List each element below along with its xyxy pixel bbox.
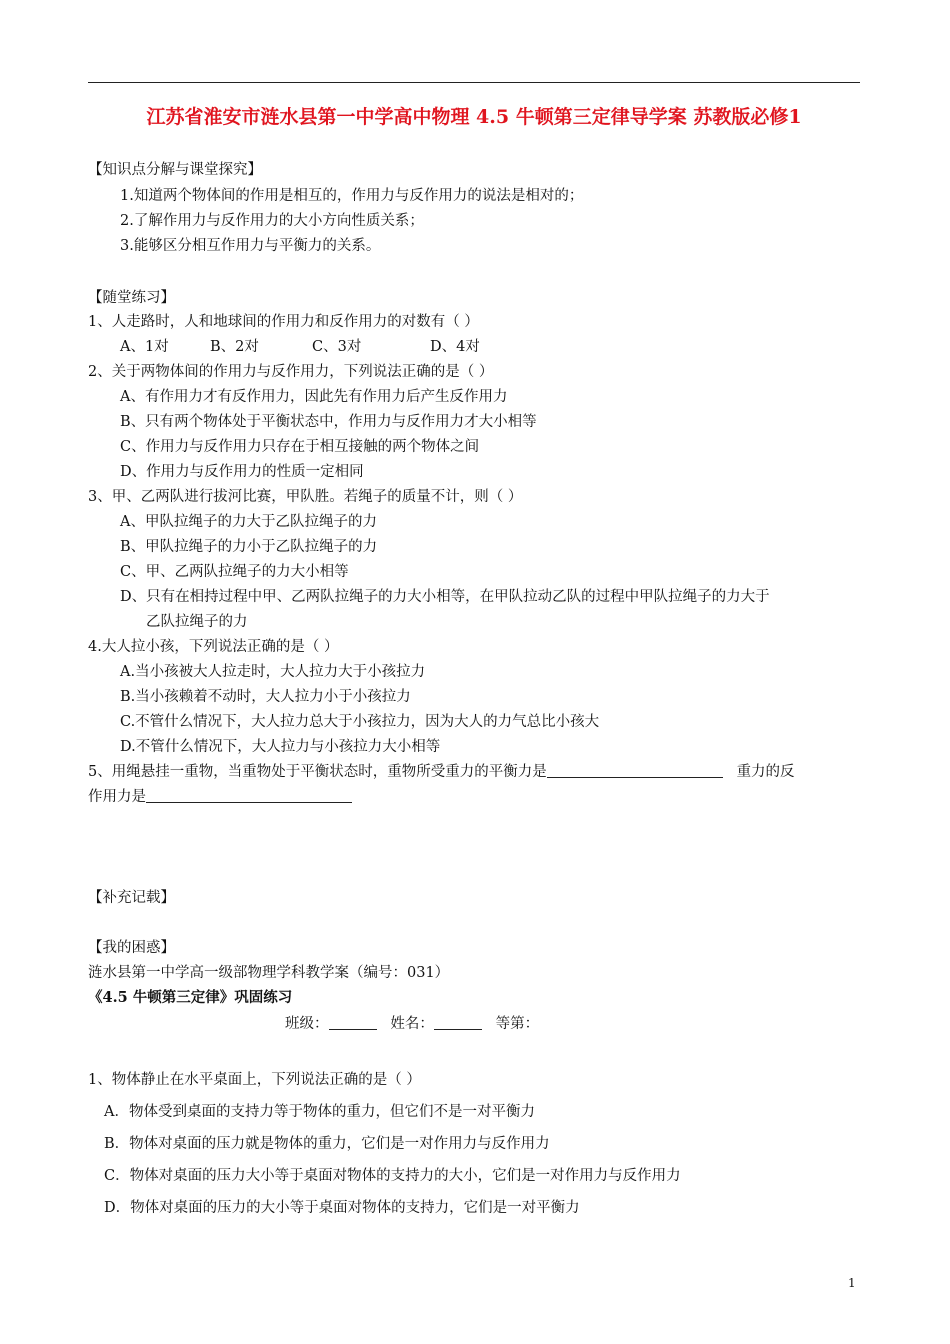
knowledge-item: 3.能够区分相互作用力与平衡力的关系。 xyxy=(120,238,381,254)
question-1-stem: 1、人走路时，人和地球间的作用力和反作用力的对数有（ ） xyxy=(88,314,479,330)
knowledge-item: 1.知道两个物体间的作用是相互的，作用力与反作用力的说法是相对的； xyxy=(120,188,584,204)
question-2-option-c: C、作用力与反作用力只存在于相互接触的两个物体之间 xyxy=(120,439,480,455)
school-line: 涟水县第一中学高一级部物理学科教学案（编号：031） xyxy=(88,965,450,981)
exercise-title: 《4.5 牛顿第三定律》巩固练习 xyxy=(88,989,293,1006)
knowledge-item: 2.了解作用力与反作用力的大小方向性质关系； xyxy=(120,213,424,229)
header-rule xyxy=(88,82,860,83)
question-3-option-a: A、甲队拉绳子的力大于乙队拉绳子的力 xyxy=(120,514,377,530)
question-3-stem: 3、甲、乙两队进行拔河比赛，甲队胜。若绳子的质量不计，则（ ） xyxy=(88,489,523,505)
exercise-question-1-option-a: A．物体受到桌面的支持力等于物体的重力，但它们不是一对平衡力 xyxy=(104,1104,535,1120)
question-5-line-2 xyxy=(88,787,352,807)
exercise-question-1-option-c: C．物体对桌面的压力大小等于桌面对物体的支持力的大小，它们是一对作用力与反作用力 xyxy=(104,1168,681,1184)
page-number: 1 xyxy=(848,1276,856,1290)
question-3-option-d-continued: 乙队拉绳子的力 xyxy=(146,614,248,630)
question-1-option-d: D、4对 xyxy=(430,339,480,355)
grade-label: 等第： xyxy=(495,1016,540,1032)
question-1-option-b: B、2对 xyxy=(210,339,259,355)
name-blank[interactable] xyxy=(434,1014,482,1030)
section-practice: 【随堂练习】 xyxy=(88,290,175,306)
class-label: 班级： xyxy=(285,1016,329,1032)
question-2-option-a: A、有作用力才有反作用力，因此先有作用力后产生反作用力 xyxy=(120,389,508,405)
document-title: 江苏省淮安市涟水县第一中学高中物理 4.5 牛顿第三定律导学案 苏教版必修1 xyxy=(146,106,802,128)
question-2-option-b: B、只有两个物体处于平衡状态中，作用力与反作用力才大小相等 xyxy=(120,414,537,430)
answer-blank[interactable] xyxy=(146,787,352,803)
section-confusion: 【我的困惑】 xyxy=(88,940,175,956)
question-4-option-c: C.不管什么情况下，大人拉力总大于小孩拉力，因为大人的力气总比小孩大 xyxy=(120,714,600,730)
question-1-option-c: C、3对 xyxy=(312,339,362,355)
question-4-option-b: B.当小孩赖着不动时，大人拉力小于小孩拉力 xyxy=(120,689,411,705)
question-2-stem: 2、关于两物体间的作用力与反作用力，下列说法正确的是（ ） xyxy=(88,364,494,380)
exercise-question-1-option-b: B．物体对桌面的压力就是物体的重力，它们是一对作用力与反作用力 xyxy=(104,1136,550,1152)
question-3-option-d: D、只有在相持过程中甲、乙两队拉绳子的力大小相等，在甲队拉动乙队的过程中甲队拉绳子的力大于 xyxy=(120,589,770,605)
question-3-option-b: B、甲队拉绳子的力小于乙队拉绳子的力 xyxy=(120,539,378,555)
name-label: 姓名： xyxy=(390,1016,434,1032)
question-4-option-d: D.不管什么情况下，大人拉力与小孩拉力大小相等 xyxy=(120,739,441,755)
section-notes: 【补充记载】 xyxy=(88,890,175,906)
question-5-text: 重力的反 xyxy=(736,764,795,780)
question-5-text: 作用力是 xyxy=(88,789,146,805)
question-4-stem: 4.大人拉小孩，下列说法正确的是（ ） xyxy=(88,639,339,655)
section-knowledge: 【知识点分解与课堂探究】 xyxy=(88,162,262,178)
question-3-option-c: C、甲、乙两队拉绳子的力大小相等 xyxy=(120,564,349,580)
exercise-question-1-option-d: D．物体对桌面的压力的大小等于桌面对物体的支持力，它们是一对平衡力 xyxy=(104,1200,580,1216)
question-4-option-a: A.当小孩被大人拉走时，大人拉力大于小孩拉力 xyxy=(120,664,426,680)
exercise-question-1-stem: 1、物体静止在水平桌面上，下列说法正确的是（ ） xyxy=(88,1072,421,1088)
question-2-option-d: D、作用力与反作用力的性质一定相同 xyxy=(120,464,364,480)
question-5-text: 5、用绳悬挂一重物，当重物处于平衡状态时，重物所受重力的平衡力是 xyxy=(88,764,547,780)
class-blank[interactable] xyxy=(329,1014,377,1030)
question-1-option-a: A、1对 xyxy=(120,339,169,355)
answer-blank[interactable] xyxy=(547,762,723,778)
question-5-line-1 xyxy=(88,762,795,782)
student-info-line xyxy=(285,1014,539,1034)
